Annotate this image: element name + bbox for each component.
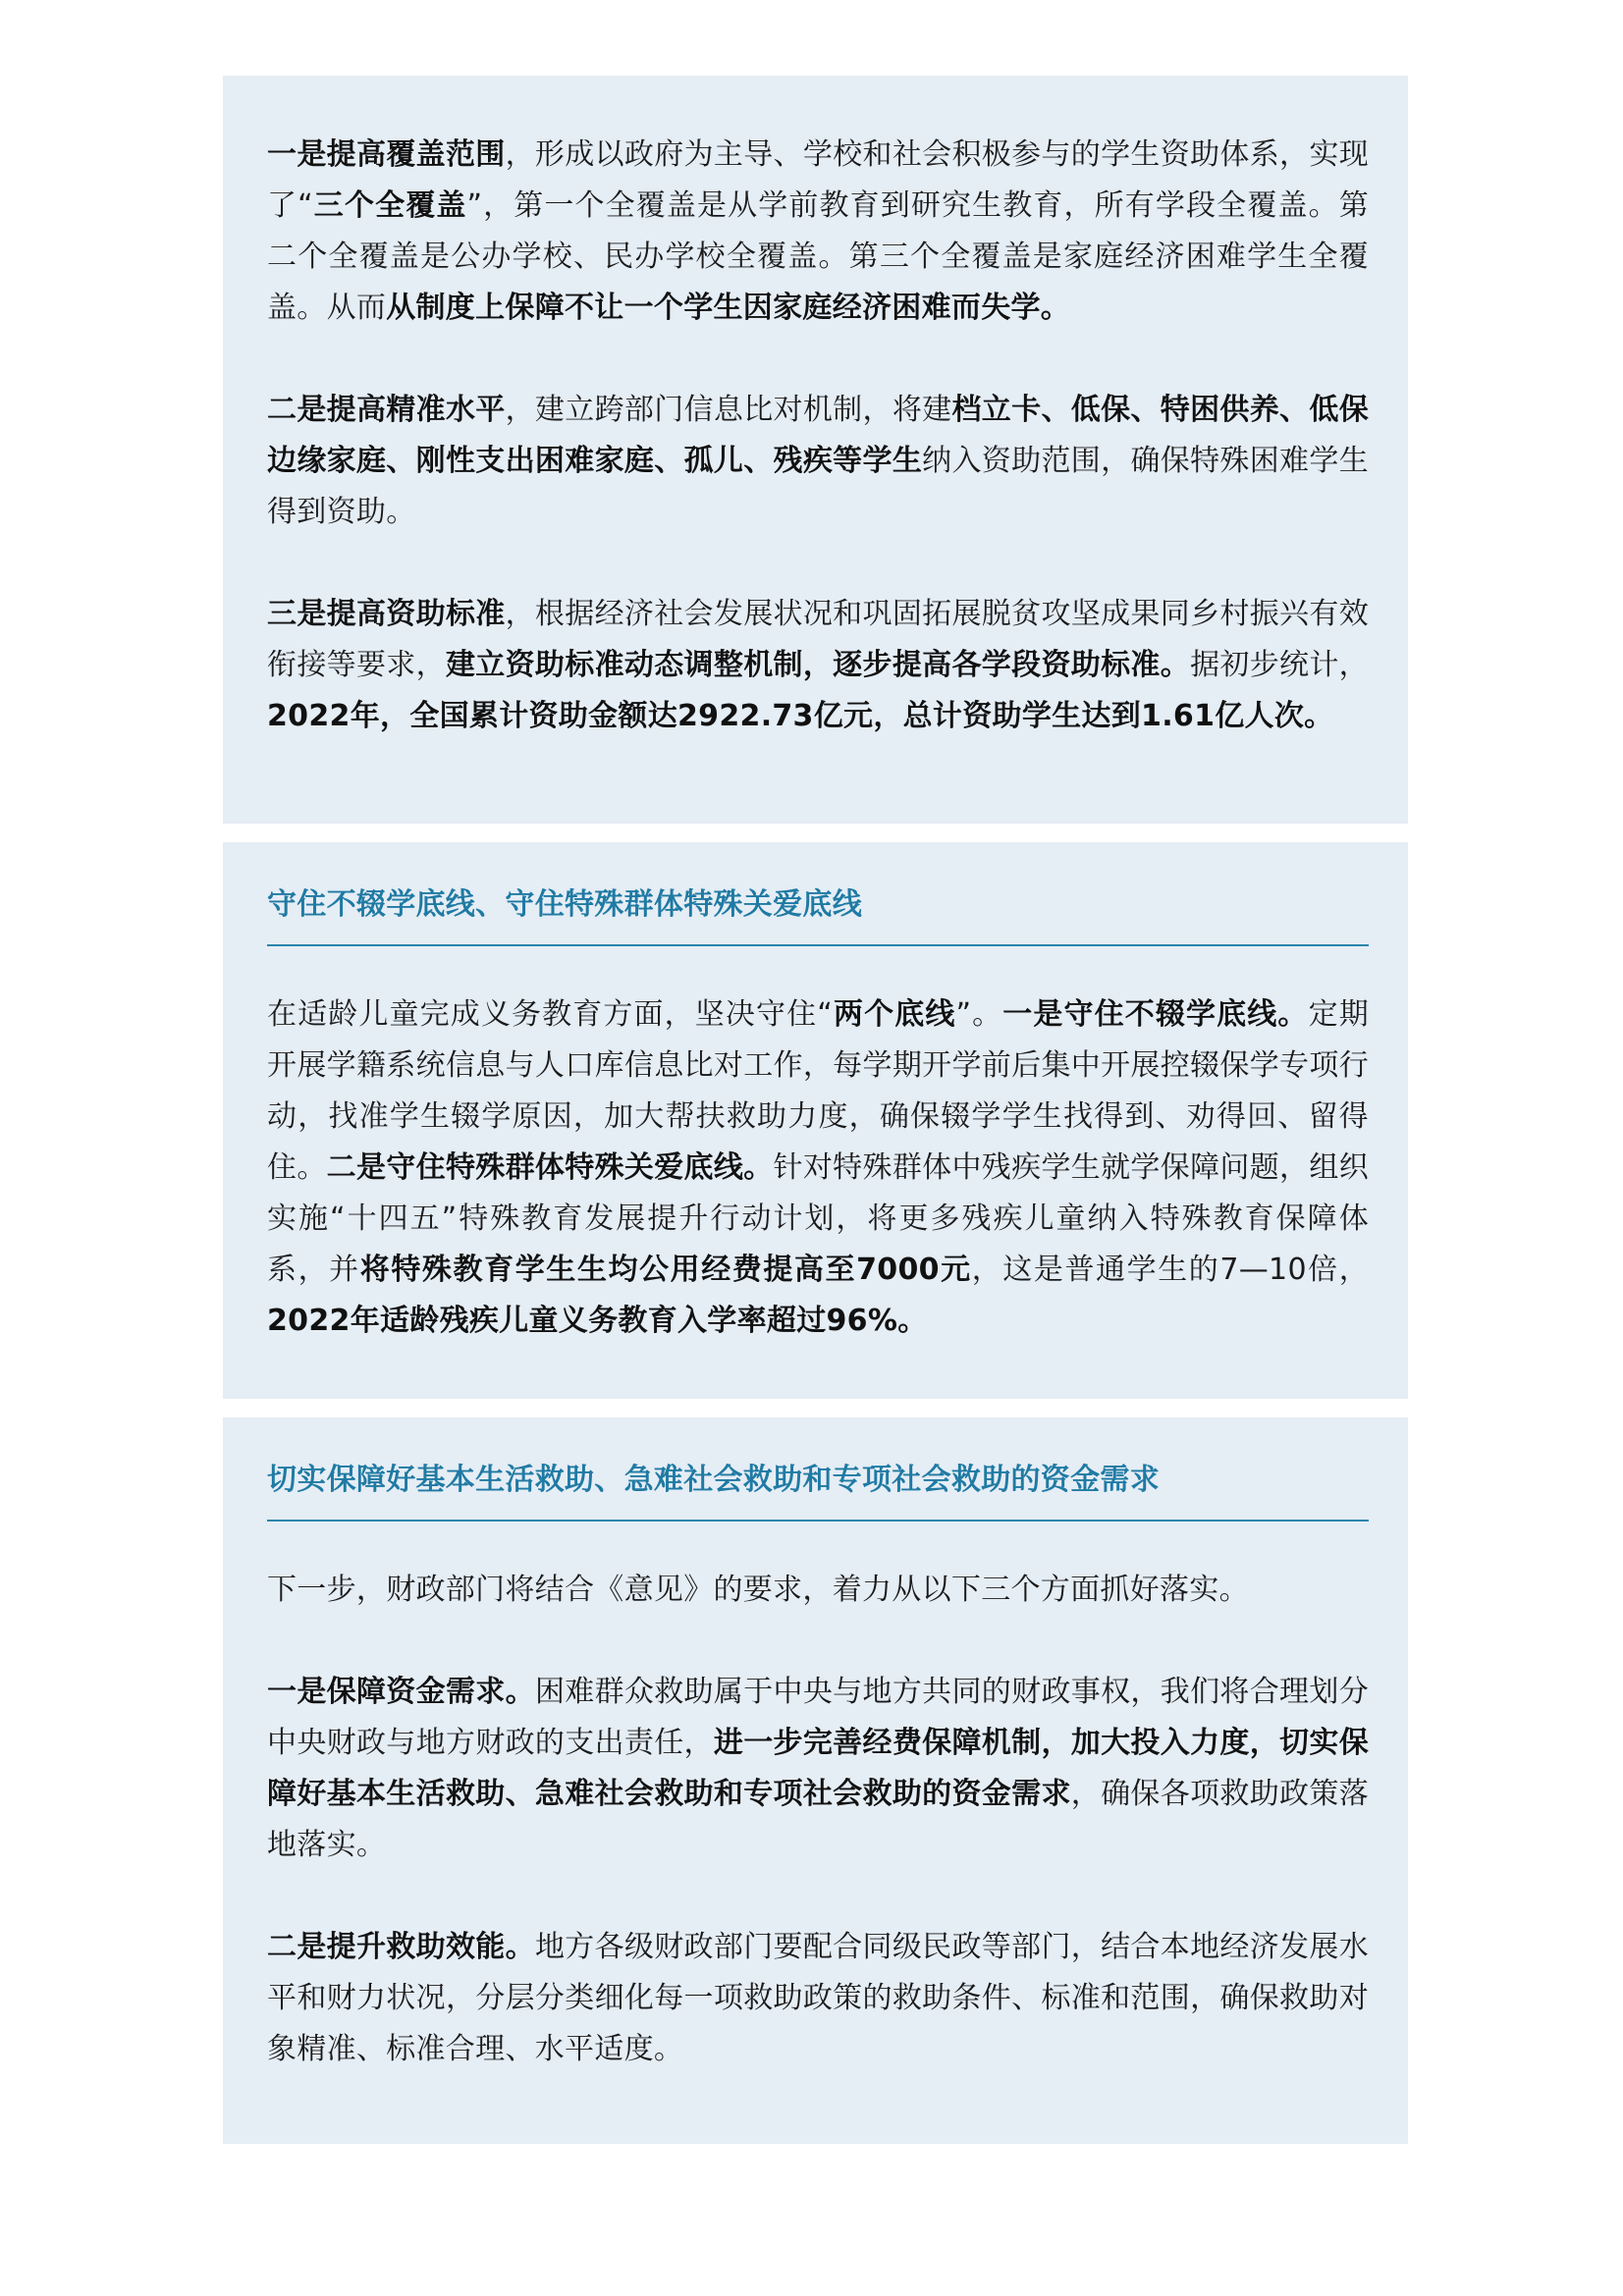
emphasis-text: 将特殊教育学生生均公用经费提高至7000元	[359, 1253, 972, 1287]
section-divider	[267, 1520, 1369, 1522]
emphasis-text: 二是提高精准水平	[267, 393, 506, 427]
body-paragraph	[267, 1565, 1369, 1616]
body-text: 下一步，财政部门将结合《意见》的要求，着力从以下三个方面抓好落实。	[267, 1573, 1249, 1607]
emphasis-text: 2022年，全国累计资助金额达2922.73亿元，总计资助学生达到1.61亿人次。	[267, 699, 1334, 733]
body-text: ，建立跨部门信息比对机制，将建	[505, 393, 952, 427]
policy-panel-dropout-baseline	[223, 842, 1408, 1399]
emphasis-text: 从制度上保障不让一个学生因家庭经济困难而失学。	[386, 291, 1071, 325]
emphasis-text: 档立卡、低保、特困供养、低保边缘家庭、刚性支出困难家庭、孤儿、残疾等学生	[267, 393, 1370, 478]
policy-panel-relief-funding	[223, 1417, 1408, 2144]
body-text: ”，第一个全覆盖是从学前教育到研究生教育，所有学段全覆盖。第二个全覆盖是公办学校、民办学校全覆盖。第三个全覆盖是家庭经济困难学生全覆盖。从而	[267, 188, 1369, 325]
emphasis-text: 一是保障资金需求。	[267, 1675, 535, 1709]
panel-body	[267, 1565, 1369, 2075]
emphasis-text: 进一步完善经费保障机制，加大投入力度，切实保障好基本生活救助、急难社会救助和专项社会救助的资金需求	[267, 1726, 1369, 1811]
body-text: 针对特殊群体中残疾学生就学保障问题，组织实施“十四五”特殊教育发展提升行动计划，将更多残疾儿童纳入特殊教育保障体系，并	[267, 1150, 1370, 1287]
section-heading: 守住不辍学底线、守住特殊群体特殊关爱底线	[267, 887, 862, 922]
panel-body	[267, 130, 1369, 742]
body-text: ，根据经济社会发展状况和巩固拓展脱贫攻坚成果同乡村振兴有效衔接等要求，	[267, 597, 1370, 682]
emphasis-text: 两个底线	[833, 997, 956, 1032]
body-text: 据初步统计，	[1190, 648, 1369, 682]
body-paragraph	[267, 385, 1369, 538]
emphasis-text: 三是提高资助标准	[267, 597, 506, 631]
emphasis-text: 2022年适龄残疾儿童义务教育入学率超过96%。	[267, 1304, 928, 1338]
emphasis-text: 三个全覆盖	[312, 188, 467, 223]
body-paragraph	[267, 1922, 1369, 2075]
section-divider	[267, 944, 1369, 946]
body-text: ，确保各项救助政策落地落实。	[267, 1777, 1370, 1862]
body-paragraph	[267, 589, 1369, 742]
emphasis-text: 二是守住特殊群体特殊关爱底线。	[326, 1150, 774, 1185]
body-text: 定期开展学籍系统信息与人口库信息比对工作，每学期开学前后集中开展控辍保学专项行动，找准学生辍学原因，加大帮扶救助力度，确保辍学学生找得到、劝得回、留得住。	[267, 997, 1369, 1185]
emphasis-text: 一是守住不辍学底线。	[1002, 997, 1309, 1032]
body-text: 在适龄儿童完成义务教育方面，坚决守住“	[267, 997, 834, 1032]
body-text: ，这是普通学生的7—10倍，	[971, 1253, 1369, 1287]
body-text: 困难群众救助属于中央与地方共同的财政事权，我们将合理划分中央财政与地方财政的支出责任，	[267, 1675, 1370, 1760]
body-text: 纳入资助范围，确保特殊困难学生得到资助。	[267, 444, 1370, 529]
policy-panel-coverage	[223, 76, 1408, 824]
body-text: 地方各级财政部门要配合同级民政等部门，结合本地经济发展水平和财力状况，分层分类细化每一项救助政策的救助条件、标准和范围，确保救助对象精准、标准合理、水平适度。	[267, 1930, 1370, 2066]
emphasis-text: 一是提高覆盖范围	[267, 137, 506, 172]
body-paragraph	[267, 130, 1369, 334]
section-heading: 切实保障好基本生活救助、急难社会救助和专项社会救助的资金需求	[267, 1463, 1160, 1497]
emphasis-text: 二是提升救助效能。	[267, 1930, 535, 1964]
body-paragraph	[267, 1667, 1369, 1871]
panel-body	[267, 989, 1369, 1347]
emphasis-text: 建立资助标准动态调整机制，逐步提高各学段资助标准。	[445, 648, 1191, 682]
body-text: ，形成以政府为主导、学校和社会积极参与的学生资助体系，实现了“	[267, 137, 1370, 223]
body-paragraph	[267, 989, 1369, 1347]
body-text: ”。	[955, 997, 1003, 1032]
